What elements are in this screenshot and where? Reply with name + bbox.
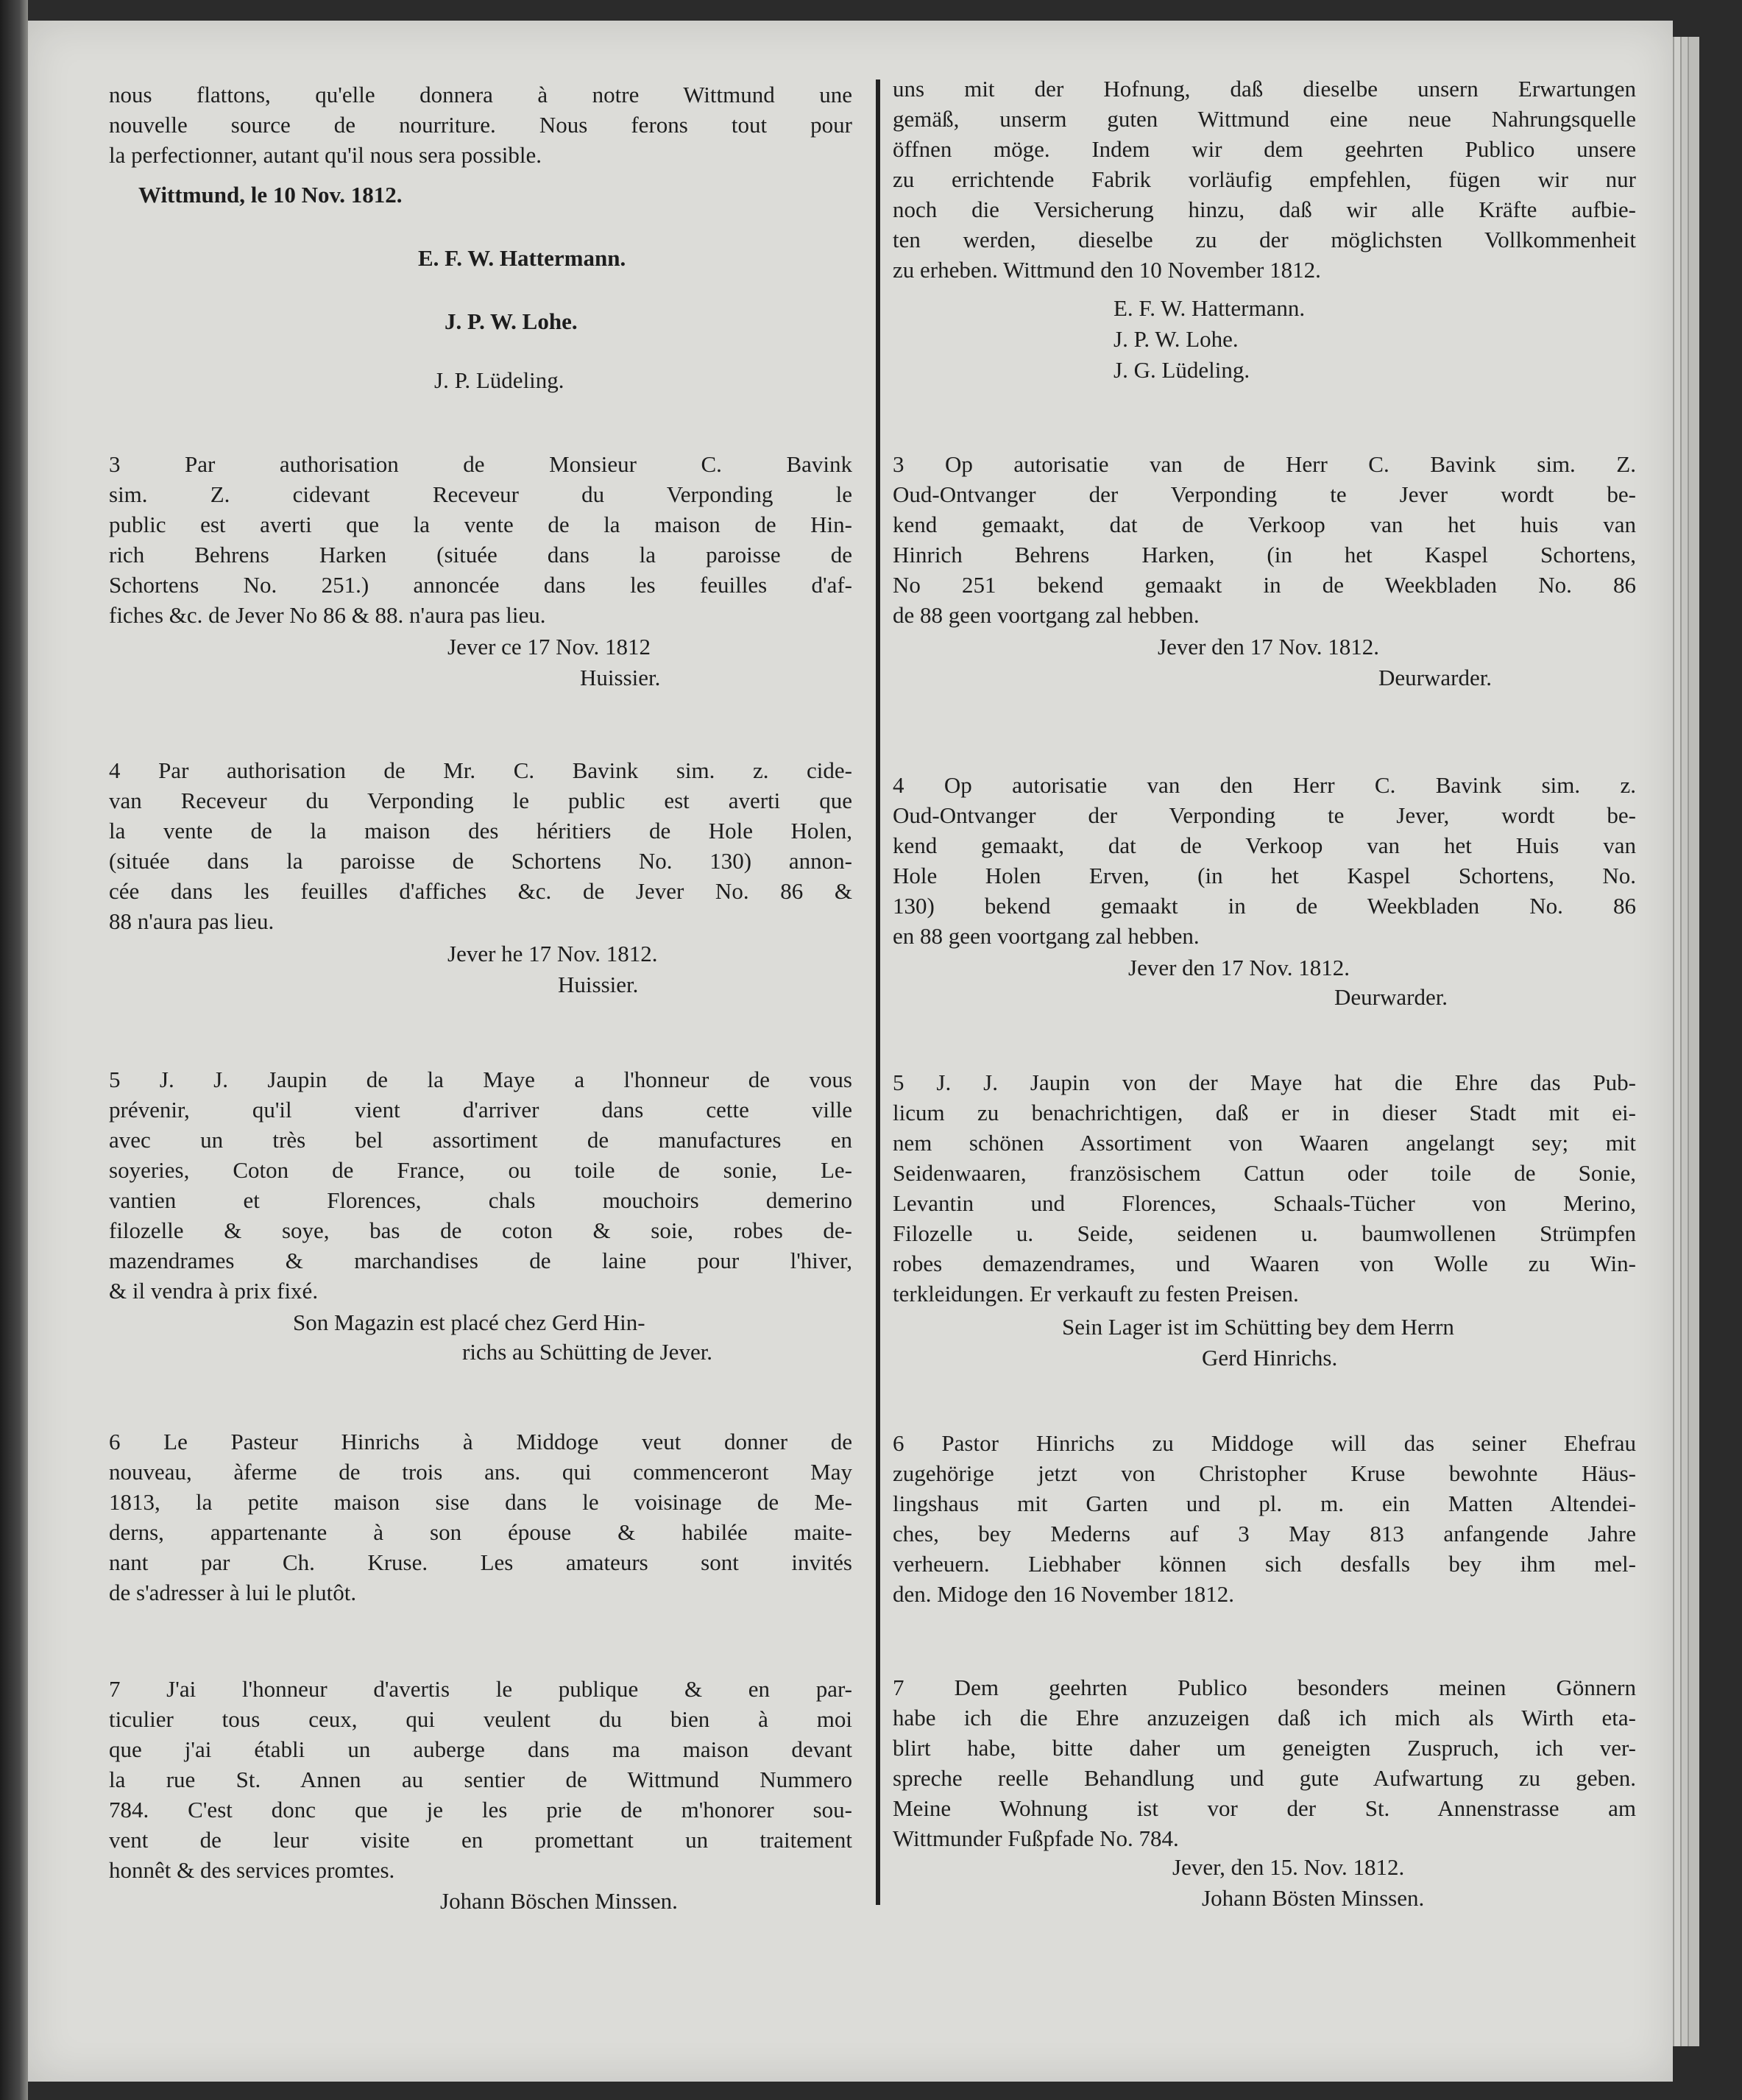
- signer: Johann Bösten Minssen.: [1202, 1885, 1425, 1911]
- text-line: uns mit der Hofnung, daß dieselbe unsern Erwartungen: [893, 76, 1636, 102]
- text-line: terkleidungen. Er verkauft zu festen Preisen.: [893, 1281, 1299, 1307]
- text-line: (située dans la paroisse de Schortens No. 130) annon-: [109, 848, 852, 874]
- text-line: honnêt & des services promtes.: [109, 1857, 395, 1883]
- text-line: blirt habe, bitte daher um geneigten Zuspruch, ich ver-: [893, 1735, 1636, 1761]
- text-line: 5 J. J. Jaupin de la Maye a l'honneur de vous: [109, 1067, 852, 1092]
- signature: J. P. W. Lohe.: [445, 308, 578, 334]
- text-line: filozelle & soye, bas de coton & soie, robes de-: [109, 1217, 852, 1243]
- text-line: nant par Ch. Kruse. Les amateurs sont invités: [109, 1549, 852, 1575]
- text-line: Levantin und Florences, Schaals-Tücher von Merino,: [893, 1190, 1636, 1216]
- book-spine: [0, 0, 28, 2100]
- text-line: öffnen möge. Indem wir dem geehrten Publico unsere: [893, 136, 1636, 162]
- text-line: licum zu benachrichtigen, daß er in dieser Stadt mit ei-: [893, 1100, 1636, 1125]
- text-line: lingshaus mit Garten und pl. m. ein Matten Altendei-: [893, 1491, 1636, 1516]
- text-line: Oud-Ontvanger der Verponding te Jever wordt be-: [893, 481, 1636, 507]
- text-line: kend gemaakt, dat de Verkoop van het Huis van: [893, 832, 1636, 858]
- text-line: Hole Holen Erven, (in het Kaspel Schortens, No.: [893, 863, 1636, 888]
- text-line: prévenir, qu'il vient d'arriver dans cette ville: [109, 1097, 852, 1123]
- text-line: cée dans les feuilles d'affiches &c. de Jever No. 86 &: [109, 878, 852, 904]
- place-date: Jever he 17 Nov. 1812.: [447, 941, 658, 966]
- text-line: soyeries, Coton de France, ou toile de sonie, Le-: [109, 1157, 852, 1183]
- text-line: 88 n'aura pas lieu.: [109, 908, 275, 934]
- shop-note: Son Magazin est placé chez Gerd Hin-: [293, 1309, 645, 1335]
- shop-note: Gerd Hinrichs.: [1202, 1345, 1338, 1371]
- text-line: Hinrich Behrens Harken, (in het Kaspel Schortens,: [893, 542, 1636, 568]
- signature: J. P. Lüdeling.: [434, 367, 564, 393]
- text-line: spreche reelle Behandlung und gute Aufwartung zu geben.: [893, 1765, 1636, 1791]
- place-date: Jever ce 17 Nov. 1812: [447, 634, 651, 660]
- text-line: zu errichtende Fabrik vorläufig empfehlen, fügen wir nur: [893, 166, 1636, 192]
- text-line: de s'adresser à lui le plutôt.: [109, 1580, 357, 1605]
- text-line: vantien et Florences, chals mouchoirs demerino: [109, 1187, 852, 1213]
- text-line: 6 Le Pasteur Hinrichs à Middoge veut donner de: [109, 1429, 852, 1454]
- notice-1-german: [893, 74, 1636, 285]
- text-line: mazendrames & marchandises de laine pour l'hiver,: [109, 1248, 852, 1273]
- text-line: la vente de la maison des héritiers de Hole Holen,: [109, 818, 852, 844]
- text-line: la perfectionner, autant qu'il nous sera possible.: [109, 142, 542, 168]
- signer: Huissier.: [580, 665, 661, 690]
- text-line: fiches &c. de Jever No 86 & 88. n'aura pas lieu.: [109, 602, 546, 628]
- text-line: No 251 bekend gemaakt in de Weekbladen No. 86: [893, 572, 1636, 598]
- text-line: zugehörige jetzt von Christopher Kruse bewohnte Häus-: [893, 1460, 1636, 1486]
- text-line: & il vendra à prix fixé.: [109, 1278, 319, 1304]
- notice-5-german: [893, 1067, 1636, 1309]
- text-line: Seidenwaaren, französischem Cattun oder toile de Sonie,: [893, 1160, 1636, 1186]
- notice-4-french: [109, 755, 852, 936]
- shop-note: Sein Lager ist im Schütting bey dem Herrn: [1062, 1314, 1454, 1340]
- text-line: verheuern. Liebhaber können sich desfalls bey ihm mel-: [893, 1551, 1636, 1577]
- notice-4-german: [893, 770, 1636, 951]
- text-line: nous flattons, qu'elle donnera à notre Wittmund une: [109, 82, 852, 107]
- text-line: Wittmunder Fußpfade No. 784.: [893, 1825, 1179, 1851]
- text-line: 784. C'est donc que je les prie de m'honorer sou-: [109, 1797, 852, 1823]
- text-line: derns, appartenante à son épouse & habilée maite-: [109, 1519, 852, 1545]
- signature: J. P. W. Lohe.: [1113, 326, 1239, 352]
- text-line: ches, bey Mederns auf 3 May 813 anfangende Jahre: [893, 1521, 1636, 1546]
- place-date: Jever, den 15. Nov. 1812.: [1172, 1854, 1405, 1880]
- text-line: noch die Versicherung hinzu, daß wir alle Kräfte aufbie-: [893, 197, 1636, 222]
- text-line: ticulier tous ceux, qui veulent du bien à moi: [109, 1706, 852, 1732]
- text-line: sim. Z. cidevant Receveur du Verponding le: [109, 481, 852, 507]
- signature: E. F. W. Hattermann.: [1113, 295, 1306, 321]
- signer: Deurwarder.: [1334, 984, 1448, 1010]
- text-line: 4 Par authorisation de Mr. C. Bavink sim. z. cide-: [109, 757, 852, 783]
- notice-1-french: [109, 79, 852, 170]
- notice-3-french: [109, 449, 852, 630]
- text-line: 4 Op autorisatie van den Herr C. Bavink sim. z.: [893, 772, 1636, 798]
- place-date: Jever den 17 Nov. 1812.: [1128, 955, 1350, 980]
- text-line: 3 Par authorisation de Monsieur C. Bavink: [109, 451, 852, 477]
- text-line: 130) bekend gemaakt in de Weekbladen No. 86: [893, 893, 1636, 919]
- notice-7-german: [893, 1672, 1636, 1853]
- text-line: 5 J. J. Jaupin von der Maye hat die Ehre das Pub-: [893, 1070, 1636, 1095]
- text-line: 6 Pastor Hinrichs zu Middoge will das seiner Ehefrau: [893, 1430, 1636, 1456]
- text-line: robes demazendrames, und Waaren von Wolle zu Win-: [893, 1251, 1636, 1276]
- place-date: Wittmund, le 10 Nov. 1812.: [138, 182, 403, 208]
- text-line: vent de leur visite en promettant un traitement: [109, 1827, 852, 1853]
- text-line: 7 J'ai l'honneur d'avertis le publique & en par-: [109, 1676, 852, 1702]
- text-line: Schortens No. 251.) annoncée dans les feuilles d'af-: [109, 572, 852, 598]
- notice-6-french: [109, 1426, 852, 1608]
- text-line: en 88 geen voortgang zal hebben.: [893, 923, 1200, 949]
- text-line: 7 Dem geehrten Publico besonders meinen Gönnern: [893, 1675, 1636, 1700]
- text-line: public est averti que la vente de la maison de Hin-: [109, 512, 852, 537]
- place-date: Jever den 17 Nov. 1812.: [1158, 634, 1380, 660]
- text-line: van Receveur du Verponding le public est averti que: [109, 788, 852, 813]
- text-line: de 88 geen voortgang zal hebben.: [893, 602, 1200, 628]
- text-line: gemäß, unserm guten Wittmund eine neue Nahrungsquelle: [893, 106, 1636, 132]
- text-line: 1813, la petite maison sise dans le voisinage de Me-: [109, 1489, 852, 1515]
- text-line: habe ich die Ehre anzuzeigen daß ich mich als Wirth eta-: [893, 1705, 1636, 1730]
- text-line: nouvelle source de nourriture. Nous ferons tout pour: [109, 112, 852, 138]
- shop-note: richs au Schütting de Jever.: [462, 1339, 713, 1365]
- text-line: den. Midoge den 16 November 1812.: [893, 1581, 1235, 1607]
- signer: Deurwarder.: [1378, 665, 1493, 690]
- text-line: kend gemaakt, dat de Verkoop van het huis van: [893, 512, 1636, 537]
- text-line: Filozelle u. Seide, seidenen u. baumwollenen Strümpfen: [893, 1220, 1636, 1246]
- column-divider: [876, 79, 880, 1905]
- signer: Johann Böschen Minssen.: [440, 1888, 678, 1914]
- signer: Huissier.: [558, 972, 639, 997]
- notice-5-french: [109, 1064, 852, 1306]
- text-line: la rue St. Annen au sentier de Wittmund Nummero: [109, 1767, 852, 1792]
- text-line: Oud-Ontvanger der Verponding te Jever, wordt be-: [893, 802, 1636, 828]
- newspaper-page: [28, 21, 1673, 2082]
- notice-7-french: [109, 1674, 852, 1885]
- text-line: ten werden, dieselbe zu der möglichsten Vollkommenheit: [893, 227, 1636, 252]
- notice-3-german: [893, 449, 1636, 630]
- signature: E. F. W. Hattermann.: [418, 245, 626, 271]
- text-line: zu erheben. Wittmund den 10 November 1812.: [893, 257, 1321, 283]
- text-line: nem schönen Assortiment von Waaren angelangt sey; mit: [893, 1130, 1636, 1156]
- text-line: Meine Wohnung ist vor der St. Annenstrasse am: [893, 1795, 1636, 1821]
- page-edge: [1688, 37, 1699, 2046]
- text-line: rich Behrens Harken (située dans la paroisse de: [109, 542, 852, 568]
- text-line: que j'ai établi un auberge dans ma maison devant: [109, 1736, 852, 1762]
- text-line: 3 Op autorisatie van de Herr C. Bavink sim. Z.: [893, 451, 1636, 477]
- text-line: avec un très bel assortiment de manufactures en: [109, 1127, 852, 1153]
- signature: J. G. Lüdeling.: [1113, 357, 1250, 383]
- text-line: nouveau, àferme de trois ans. qui commenceront May: [109, 1459, 852, 1485]
- notice-6-german: [893, 1428, 1636, 1609]
